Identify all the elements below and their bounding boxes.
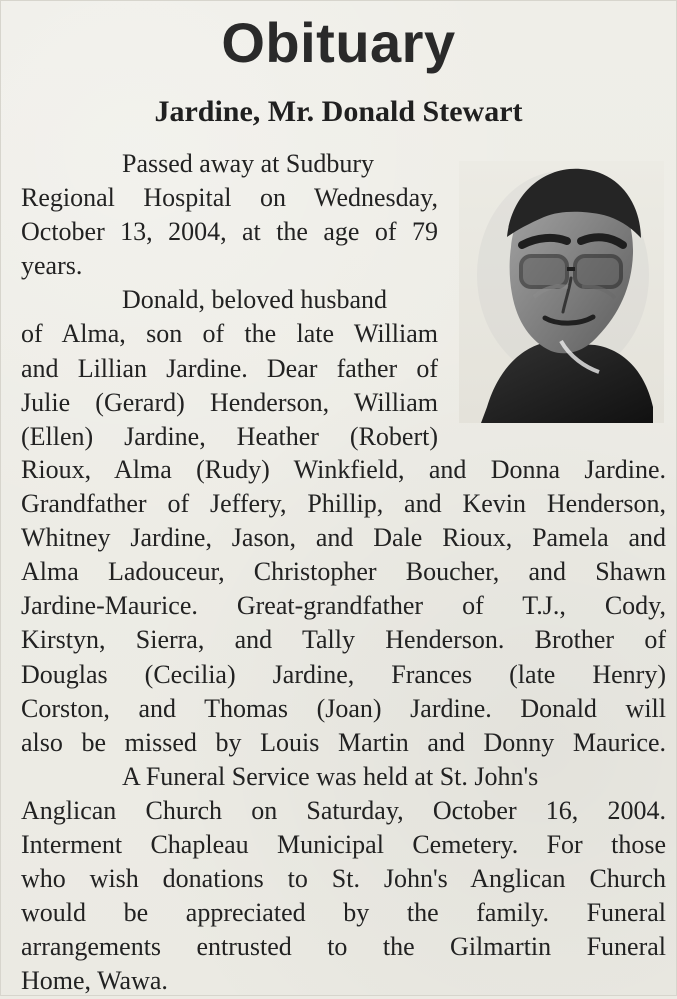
text-line: Passed away at Sudbury — [122, 149, 375, 178]
text-line: Regional Hospital on Wednesday, — [21, 183, 438, 213]
text-line: would be appreciated by the family. Funeral — [21, 898, 666, 928]
text-line: October 13, 2004, at the age of 79 — [21, 217, 438, 247]
text-line: (Ellen) Jardine, Heather (Robert) — [21, 421, 438, 451]
deceased-name-heading: Jardine, Mr. Donald Stewart — [154, 95, 523, 128]
text-line: Rioux, Alma (Rudy) Winkfield, and Donna Jardine. — [21, 455, 666, 484]
text-line: Julie (Gerard) Henderson, William — [21, 387, 438, 417]
text-line: also be missed by Louis Martin and Donny Maurice. — [21, 727, 666, 757]
text-line: Jardine-Maurice. Great-grandfather of T.J., Cody, — [21, 591, 666, 621]
text-line: Alma Ladouceur, Christopher Boucher, and Shawn — [21, 557, 666, 587]
text-line: Whitney Jardine, Jason, and Dale Rioux, Pamela and — [21, 523, 666, 553]
text-line: Home, Wawa. — [21, 966, 168, 996]
text-line: of Alma, son of the late William — [21, 319, 438, 349]
obituary-text-top — [21, 147, 438, 454]
text-line: Kirstyn, Sierra, and Tally Henderson. Brother of — [21, 625, 666, 655]
text-line: Donald, beloved husband — [122, 285, 388, 315]
text-line: arrangements entrusted to the Gilmartin Funeral — [21, 932, 666, 962]
text-line: Anglican Church on Saturday, October 16, 2004. — [21, 795, 666, 825]
text-line: A Funeral Service was held at St. John's — [122, 761, 539, 791]
text-line: years. — [21, 251, 83, 281]
text-line: Interment Chapleau Municipal Cemetery. For those — [21, 830, 666, 860]
portrait-photo-icon — [459, 161, 664, 423]
text-line: Grandfather of Jeffery, Phillip, and Kevin Henderson, — [21, 489, 666, 519]
text-line: and Lillian Jardine. Dear father of — [21, 353, 438, 383]
text-line: Corston, and Thomas (Joan) Jardine. Donald will — [21, 693, 666, 723]
text-line: Douglas (Cecilia) Jardine, Frances (late Henry) — [21, 659, 666, 689]
text-line: who wish donations to St. John's Anglican Church — [21, 864, 666, 894]
portrait-photo — [459, 161, 664, 423]
page-title: Obituary — [221, 11, 456, 74]
obituary-text-bottom — [21, 453, 666, 999]
